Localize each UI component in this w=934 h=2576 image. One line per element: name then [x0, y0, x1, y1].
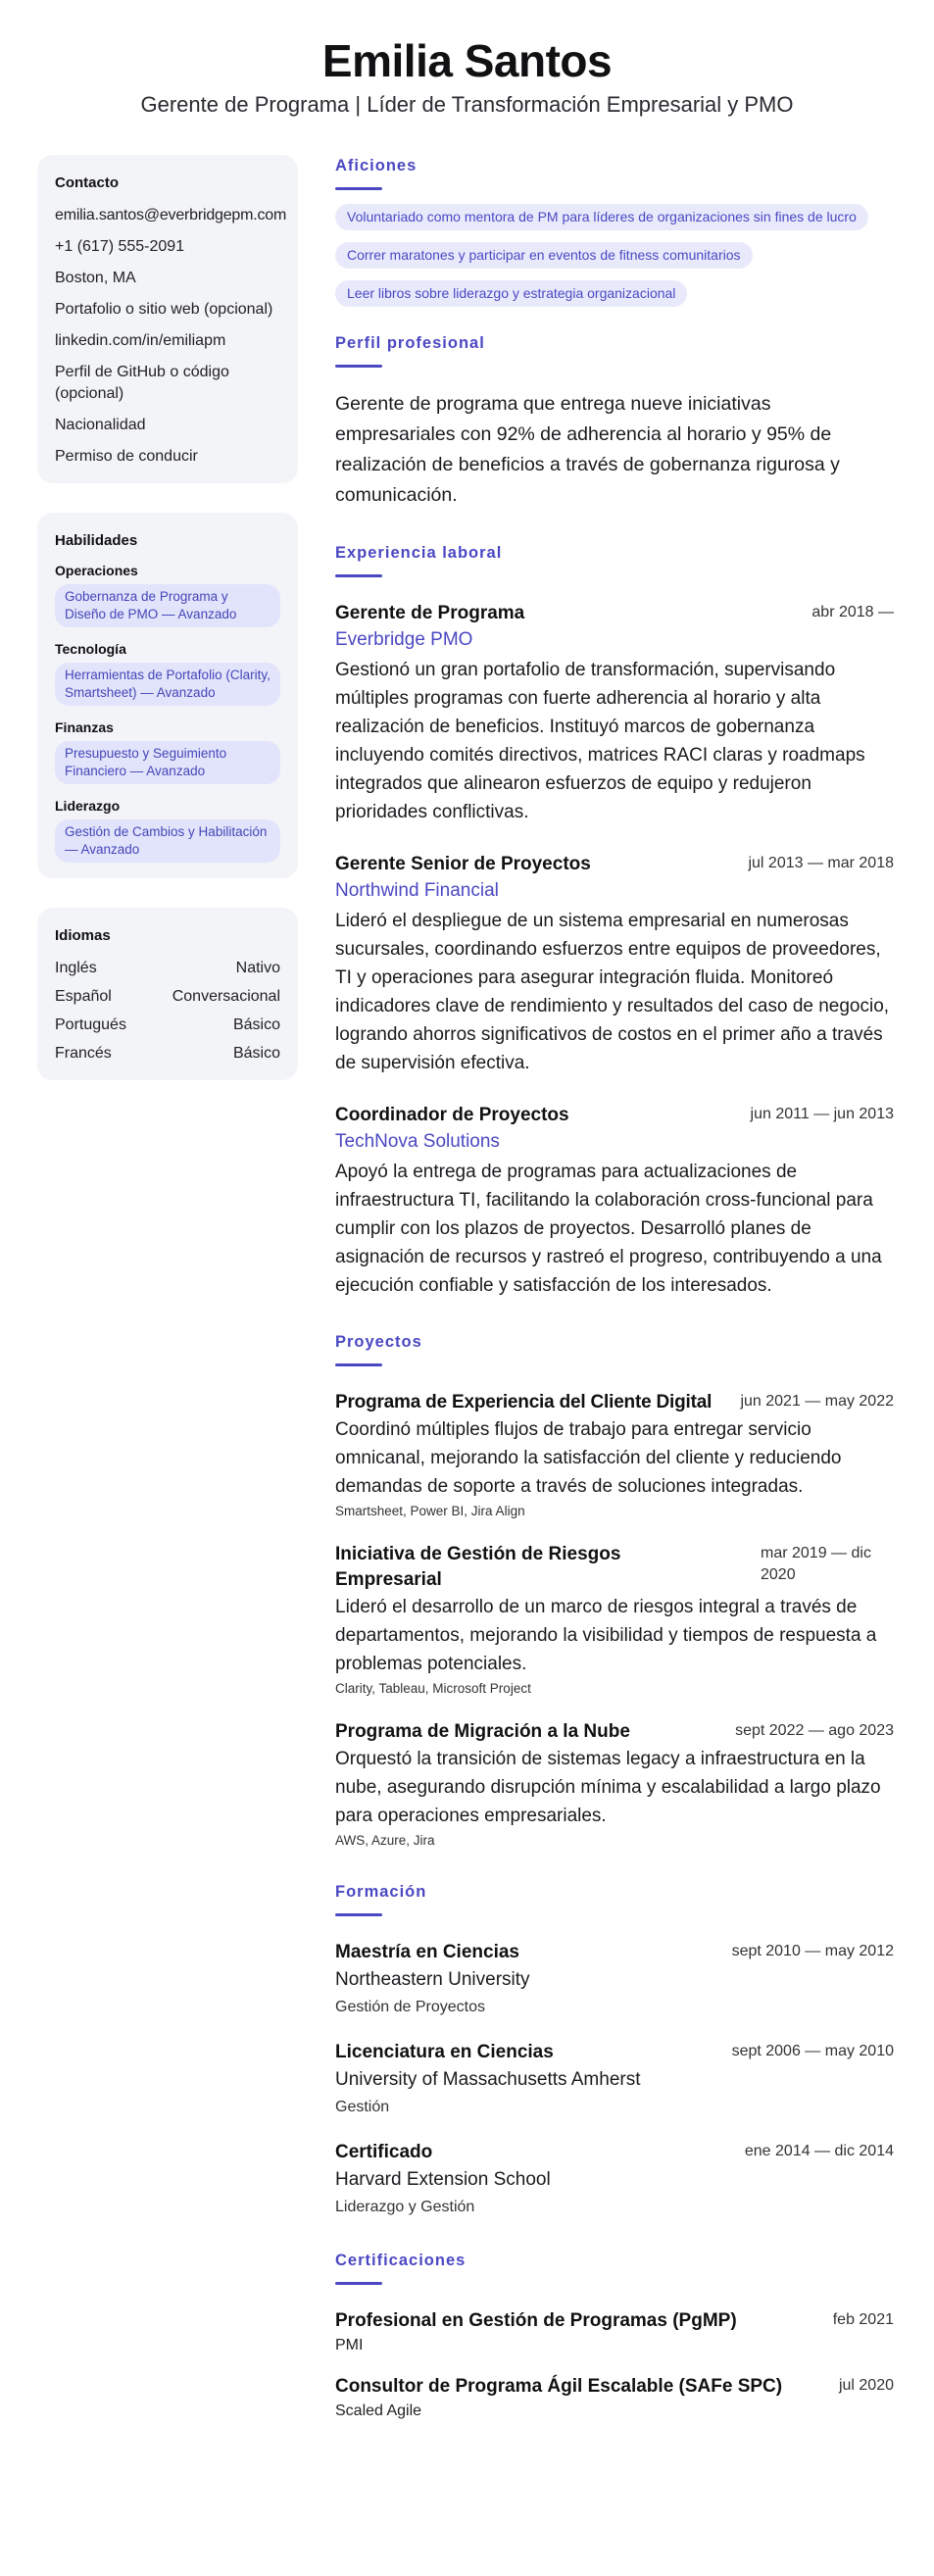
job-title: Coordinador de Proyectos: [335, 1105, 569, 1125]
education-dates: sept 2006 — may 2010: [731, 2043, 894, 2059]
hobby-chip: Leer libros sobre liderazgo y estrategia organizacional: [335, 280, 687, 307]
job-company: TechNova Solutions: [335, 1131, 500, 1152]
certification-issuer: Scaled Agile: [335, 2403, 422, 2419]
contact-email[interactable]: emilia.santos@everbridgepm.com: [55, 207, 287, 223]
job-title: Gerente de Programa: [335, 603, 525, 623]
skill-chip: Presupuesto y Seguimiento Financiero — Avanzado: [55, 741, 280, 784]
language-level: Básico: [232, 1016, 280, 1033]
candidate-headline: Gerente de Programa | Líder de Transformación Empresarial y PMO: [140, 92, 794, 117]
job-description: Gestionó un gran portafolio de transformación, supervisando múltiples programas con fuerte adherencia al horario y alta realización de beneficios. Instituyó marcos de gobernanza incluyendo comités directivos, matrices RACI claras y roadmaps integrados que alinearon esfuerzos de equipo y redujeron prioridades conflictivas.: [335, 660, 865, 822]
profile-summary: Gerente de programa que entrega nueve iniciativas empresariales con 92% de adherencia al horario y 95% de realización de beneficios a través de gobernanza rigurosa y comunicación.: [335, 393, 840, 506]
contact-phone[interactable]: +1 (617) 555-2091: [55, 238, 185, 255]
certification-name: Profesional en Gestión de Programas (PgMP): [335, 2310, 737, 2331]
experience-entry: [335, 601, 894, 826]
section-divider: [335, 1363, 382, 1366]
contact-location: Boston, MA: [55, 270, 136, 286]
skill-category: Liderazgo: [55, 798, 121, 814]
project-dates: sept 2022 — ago 2023: [735, 1722, 894, 1739]
section-title: Formación: [335, 1883, 427, 1901]
skill-group: [55, 798, 280, 863]
job-company: Northwind Financial: [335, 880, 499, 901]
certification-issuer: PMI: [335, 2337, 364, 2353]
field-of-study: Gestión de Proyectos: [335, 1999, 485, 2015]
profile-section: [335, 334, 894, 511]
language-row: [55, 1015, 280, 1036]
project-name: Iniciativa de Gestión de Riesgos Empresarial: [335, 1544, 621, 1590]
certification-entry: [335, 2308, 894, 2356]
experience-entry: [335, 852, 894, 1077]
job-description: Lideró el despliegue de un sistema empresarial en numerosas sucursales, coordinando esfuerzos entre equipos de proveedores, TI y operaciones para asegurar integración fluida. Monitoreó indicadores clave de rendimiento y resultados del caso de negocio, logrando ahorros significativos de costos en el primer año a través de supervisión efectiva.: [335, 911, 890, 1073]
contact-title: Contacto: [55, 174, 119, 191]
resume-header: [0, 33, 934, 120]
certification-name: Consultor de Programa Ágil Escalable (SAFe SPC): [335, 2376, 783, 2397]
skill-category: Tecnología: [55, 641, 126, 657]
project-tech: Smartsheet, Power BI, Jira Align: [335, 1504, 525, 1518]
project-entry: [335, 1542, 894, 1698]
school: Northeastern University: [335, 1969, 530, 1990]
project-entry: [335, 1390, 894, 1520]
experience-entry: [335, 1103, 894, 1300]
degree: Licenciatura en Ciencias: [335, 2042, 554, 2062]
job-dates: jul 2013 — mar 2018: [748, 855, 894, 871]
education-section: [335, 1883, 894, 2218]
section-title: Perfil profesional: [335, 334, 485, 352]
languages-card: [37, 908, 298, 1080]
certifications-section: [335, 2252, 894, 2422]
skills-card: [37, 513, 298, 878]
education-entry: [335, 1940, 894, 2018]
skill-chip: Gestión de Cambios y Habilitación — Avanzado: [55, 819, 280, 863]
skill-group: [55, 719, 280, 784]
certification-date: jul 2020: [838, 2377, 894, 2394]
language-row: [55, 958, 280, 979]
job-dates: jun 2011 — jun 2013: [750, 1106, 894, 1122]
project-description: Coordinó múltiples flujos de trabajo para entregar servicio omnicanal, mejorando la satisfacción del cliente y reduciendo demandas de soporte a través de soluciones integradas.: [335, 1419, 842, 1497]
candidate-name: Emilia Santos: [321, 35, 613, 86]
skill-group: [55, 641, 280, 706]
contact-card: [37, 155, 298, 483]
certification-date: feb 2021: [832, 2311, 894, 2328]
project-description: Lideró el desarrollo de un marco de riesgos integral a través de departamentos, mejorando la visibilidad y tiempos de respuesta a problemas potenciales.: [335, 1597, 877, 1674]
language-level: Básico: [232, 1045, 280, 1062]
project-tech: Clarity, Tableau, Microsoft Project: [335, 1681, 531, 1696]
education-dates: ene 2014 — dic 2014: [744, 2143, 894, 2159]
project-dates: jun 2021 — may 2022: [740, 1393, 894, 1410]
main-column: [335, 155, 894, 2440]
skill-category: Finanzas: [55, 719, 114, 735]
projects-section: [335, 1333, 894, 1850]
section-divider: [335, 1913, 382, 1916]
language-row: [55, 986, 280, 1008]
section-title: Proyectos: [335, 1333, 422, 1351]
section-divider: [335, 187, 382, 190]
project-description: Orquestó la transición de sistemas legacy a infraestructura en la nube, asegurando disrupción mínima y escalabilidad a largo plazo para operaciones empresariales.: [335, 1749, 881, 1826]
project-name: Programa de Experiencia del Cliente Digital: [335, 1392, 713, 1412]
section-divider: [335, 365, 382, 368]
field-of-study: Liderazgo y Gestión: [335, 2199, 475, 2215]
hobbies-section: [335, 157, 894, 307]
language-level: Nativo: [235, 960, 280, 976]
contact-linkedin[interactable]: linkedin.com/in/emiliapm: [55, 332, 226, 349]
contact-portfolio[interactable]: Portafolio o sitio web (opcional): [55, 301, 273, 318]
education-entry: [335, 2140, 894, 2218]
job-dates: abr 2018 —: [811, 604, 894, 620]
language-name: Español: [55, 988, 112, 1005]
project-tech: AWS, Azure, Jira: [335, 1833, 435, 1848]
contact-github[interactable]: Perfil de GitHub o código (opcional): [55, 364, 229, 402]
sidebar: [37, 155, 298, 1110]
section-title: Experiencia laboral: [335, 544, 503, 562]
experience-section: [335, 544, 894, 1300]
hobby-chip: Voluntariado como mentora de PM para líderes de organizaciones sin fines de lucro: [335, 204, 868, 230]
contact-nationality: Nacionalidad: [55, 417, 146, 433]
section-title: Aficiones: [335, 157, 418, 174]
skill-chip: Gobernanza de Programa y Diseño de PMO — Avanzado: [55, 584, 280, 627]
job-company: Everbridge PMO: [335, 629, 473, 650]
certification-entry: [335, 2374, 894, 2422]
languages-title: Idiomas: [55, 927, 111, 944]
education-entry: [335, 2040, 894, 2118]
skill-group: [55, 563, 280, 627]
school: Harvard Extension School: [335, 2169, 551, 2190]
language-row: [55, 1043, 280, 1065]
project-dates: mar 2019 — dic 2020: [761, 1545, 871, 1583]
skills-title: Habilidades: [55, 532, 138, 549]
job-title: Gerente Senior de Proyectos: [335, 854, 591, 874]
contact-driving-license: Permiso de conducir: [55, 448, 198, 465]
degree: Certificado: [335, 2142, 433, 2162]
education-dates: sept 2010 — may 2012: [731, 1943, 894, 1959]
skill-chip: Herramientas de Portafolio (Clarity, Smartsheet) — Avanzado: [55, 663, 280, 706]
project-name: Programa de Migración a la Nube: [335, 1721, 630, 1742]
hobby-chip: Correr maratones y participar en eventos de fitness comunitarios: [335, 242, 753, 269]
degree: Maestría en Ciencias: [335, 1942, 519, 1962]
school: University of Massachusetts Amherst: [335, 2069, 641, 2090]
section-title: Certificaciones: [335, 2252, 467, 2269]
project-entry: [335, 1719, 894, 1850]
language-name: Portugués: [55, 1016, 126, 1033]
language-level: Conversacional: [172, 988, 280, 1005]
section-divider: [335, 2282, 382, 2285]
language-name: Francés: [55, 1045, 112, 1062]
job-description: Apoyó la entrega de programas para actualizaciones de infraestructura TI, facilitando la colaboración cross-funcional para cumplir con los plazos de proyectos. Desarrolló planes de asignación de recursos y rastreó el progreso, contribuyendo a una ejecución confiable y satisfacción de los interesados.: [335, 1162, 882, 1296]
field-of-study: Gestión: [335, 2099, 390, 2115]
skill-category: Operaciones: [55, 563, 138, 578]
language-name: Inglés: [55, 960, 97, 976]
section-divider: [335, 574, 382, 577]
